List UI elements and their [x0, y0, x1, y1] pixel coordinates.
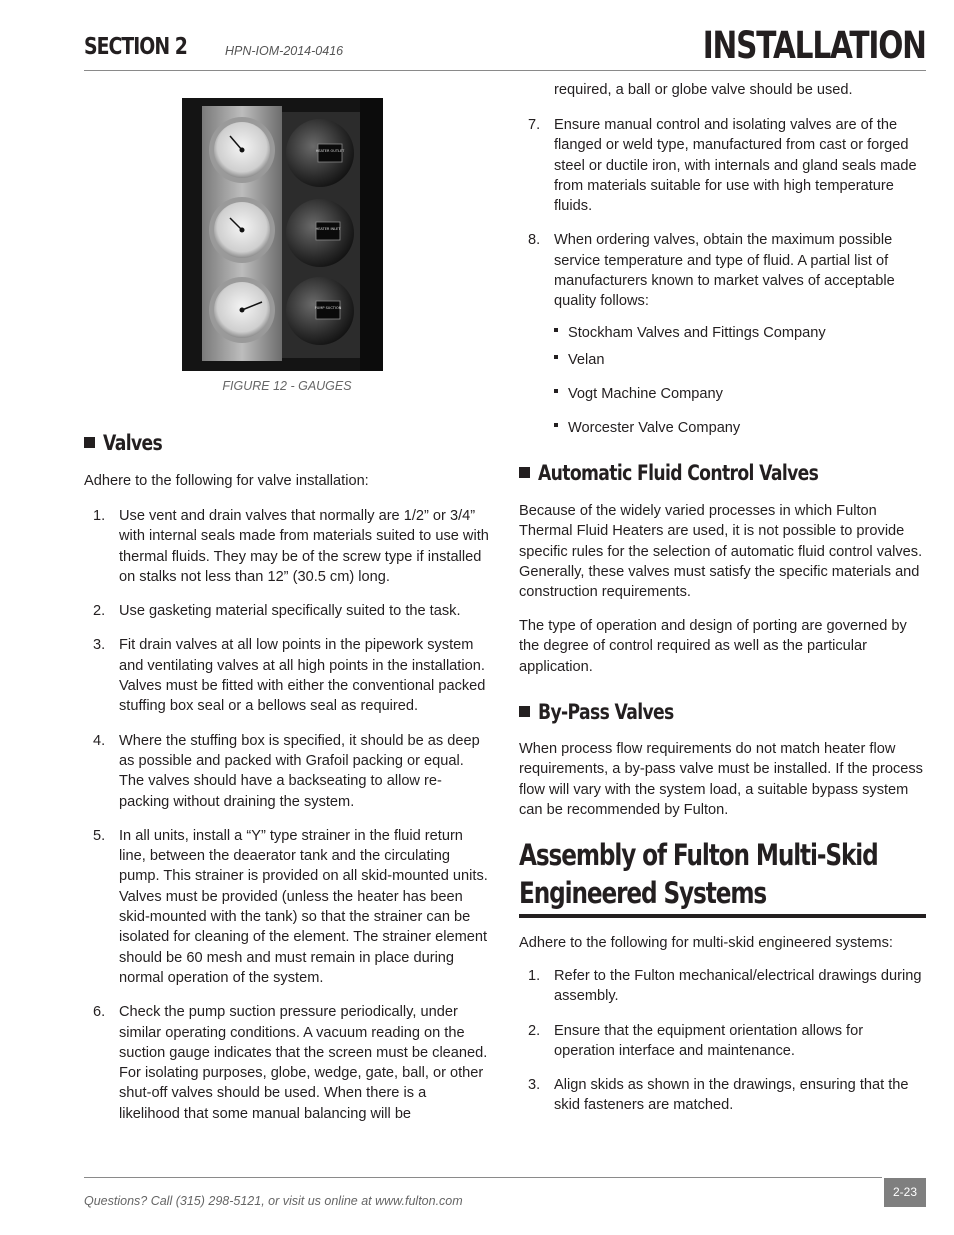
footer-contact: Questions? Call (315) 298-5121, or visit us online at www.fulton.com: [84, 1194, 463, 1208]
valves-list-continued: [519, 115, 926, 326]
page-header: [84, 24, 926, 71]
gauges-illustration: [182, 98, 383, 371]
gauge-heater-outlet: [209, 117, 275, 183]
automatic-valves-paragraph-2: The type of operation and design of porting are governed by the degree of control required as well as the particular application.: [519, 618, 907, 675]
gauges-photo: [182, 98, 383, 371]
valves-intro: Adhere to the following for valve installation:: [84, 473, 369, 489]
vendor-item: Stockham Valves and Fittings Company: [554, 323, 826, 343]
figure-caption: FIGURE 12 - GAUGES: [222, 379, 352, 393]
list-item: 3. Align skids as shown in the drawings, ensuring that the skid fasteners are matched.: [528, 1077, 909, 1114]
list-item: 8. When ordering valves, obtain the maximum possible service temperature and type of fluid. A partial list of manufacturers known to market valves of acceptable quality follows:: [528, 232, 895, 310]
valves-heading: Valves: [84, 433, 175, 453]
plate-pump-suction: PUMP SUCTION: [314, 306, 342, 310]
plate-heater-outlet: HEATER OUTLET: [315, 149, 345, 153]
list-item: 6. Check the pump suction pressure periodically, under similar operating conditions. A vacuum reading on the suction gauge indicates that the screen must be cleaned. For isolating purposes, globe, wedge, gate, ball, or other shut-off valves should be used. When there is a likelihood that some manual balancing will be: [93, 1004, 488, 1122]
gauge-heater-inlet: [209, 197, 275, 263]
list-item: 2. Use gasketing material specifically suited to the task.: [93, 603, 461, 620]
list-item: 1. Refer to the Fulton mechanical/electrical drawings during assembly.: [528, 968, 922, 1005]
bypass-valves-paragraph: When process flow requirements do not match heater flow requirements, a by-pass valve must be installed. If the process flow will vary with the system load, a suitable bypass system can be recommended by Fulton.: [519, 741, 923, 818]
section-label: SECTION 2: [84, 34, 187, 60]
vendor-item: Vogt Machine Company: [554, 384, 723, 404]
list-item: 4. Where the stuffing box is specified, it should be as deep as possible and packed with Grafoil packing or equal. The valves should have a backseating to allow re-packing without draining the system.: [93, 732, 480, 810]
list-item-continued: required, a ball or globe valve should be used.: [554, 82, 853, 98]
vendor-item: Worcester Valve Company: [554, 418, 740, 438]
vendor-item: Velan: [554, 350, 605, 370]
list-item: 3. Fit drain valves at all low points in the pipework system and ventilating valves at all high points in the installation. Valves must be fitted with either the conventional packed stuffing box seal or a bellows seal as required.: [93, 637, 486, 715]
assembly-list: [519, 966, 926, 1130]
automatic-valves-heading: Automatic Fluid Control Valves: [519, 463, 880, 483]
gauge-pump-suction: [209, 277, 275, 343]
automatic-valves-paragraph-1: Because of the widely varied processes in which Fulton Thermal Fluid Heaters are used, it is not possible to provide specific rules for the selection of automatic fluid control valves. Generally, these valves must satisfy the specific materials and construction requirements.: [519, 503, 923, 601]
plate-heater-inlet: HEATER INLET: [315, 227, 341, 231]
list-item: 7. Ensure manual control and isolating valves are of the flanged or weld type, manufactured from cast or forged steel or ductile iron, with internals and gland seals made from materials suitable for use with high temperature fluids.: [528, 117, 917, 215]
page-number: 2-23: [884, 1178, 926, 1207]
assembly-intro: Adhere to the following for multi-skid engineered systems:: [519, 935, 893, 951]
list-item: 1. Use vent and drain valves that normally are 1/2” or 3/4” with internal seals made from materials suited to use with thermal fluids. They may be of the screw type if installed on stalks not less than 12” (30.5 cm) long.: [93, 508, 489, 585]
valves-list: [84, 506, 490, 1138]
page-title: INSTALLATION: [703, 24, 926, 67]
list-item: 5. In all units, install a “Y” type strainer in the fluid return line, between the deaerator tank and the circulating pump. This strainer is provided on all skid-mounted units. Valves must be provided (unless the heater has been skid-mounted with the tank) so that the strainer can be isolated for cleaning of the element. The strainer element should be 60 mesh and must remain in place during normal operation of the system.: [93, 827, 488, 986]
bypass-valves-heading: By-Pass Valves: [519, 702, 703, 722]
list-item: 2. Ensure that the equipment orientation allows for operation interface and maintenance.: [528, 1022, 864, 1059]
footer-divider: [84, 1177, 882, 1178]
assembly-heading: Assembly of Fulton Multi-Skid Engineered Systems: [519, 836, 926, 918]
document-code: HPN-IOM-2014-0416: [225, 44, 344, 58]
